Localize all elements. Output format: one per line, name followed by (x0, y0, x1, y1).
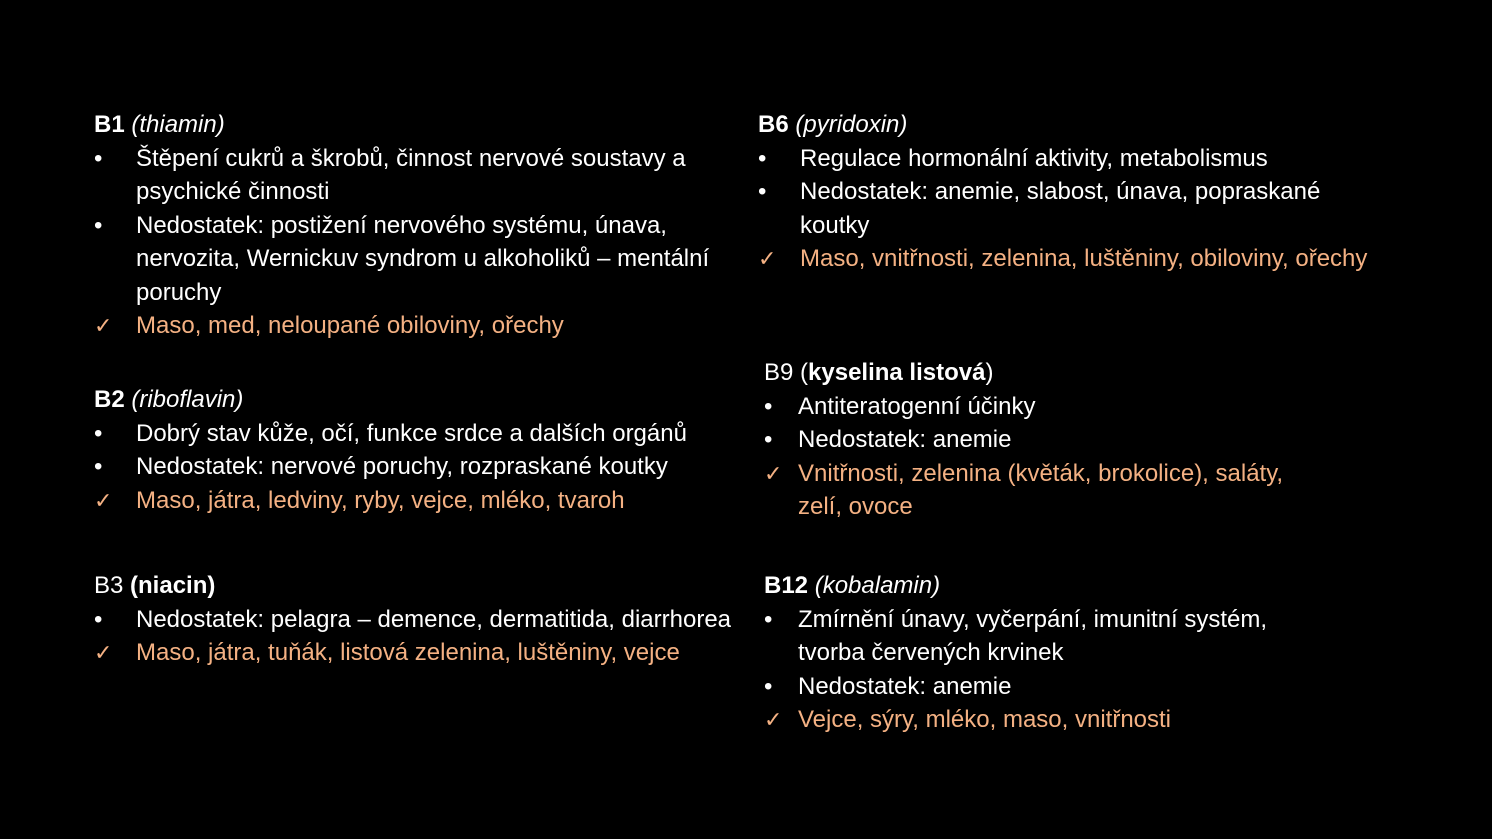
vitamin-name: (thiamin) (131, 111, 225, 138)
vitamin-code: B1 (94, 111, 125, 138)
section-b3 (94, 569, 734, 670)
bullet-icon (764, 670, 798, 704)
section-heading (764, 569, 1324, 603)
paren-open: ( (800, 359, 809, 386)
bullet-icon (758, 175, 792, 209)
list-item (94, 417, 734, 451)
food-sources-text: Vnitřnosti, zelenina (květák, brokolice), saláty, zelí, ovoce (798, 459, 1284, 520)
checkmark-icon: ✓ (764, 460, 783, 486)
section-b2 (94, 383, 734, 517)
checkmark-icon: ✓ (764, 707, 783, 732)
list-item-text: Nedostatek: pelagra – demence, dermatitida, diarrhorea (136, 605, 732, 633)
vitamin-code: B3 (94, 572, 124, 599)
list-item-text: Regulace hormonální aktivity, metabolismus (800, 144, 1268, 172)
section-heading (94, 108, 734, 142)
food-sources-text: Maso, med, neloupané obiloviny, ořechy (136, 312, 564, 339)
list-item-text: Nedostatek: anemie (798, 672, 1012, 700)
checkmark-icon: ✓ (94, 487, 113, 513)
list-item-text: Nedostatek: anemie (798, 426, 1012, 453)
list-item-text: Štěpení cukrů a škrobů, činnost nervové soustavy a psychické činnosti (136, 144, 686, 205)
checkmark-icon: ✓ (94, 640, 113, 665)
food-sources-item (94, 636, 734, 670)
list-item (94, 209, 734, 310)
bullet-icon (94, 209, 128, 243)
list-item-text: Zmírnění únavy, vyčerpání, imunitní systém, tvorba červených krvinek (798, 605, 1268, 666)
list-item (758, 175, 1378, 242)
section-b1 (94, 108, 734, 343)
bullet-icon (94, 450, 128, 484)
section-b6 (758, 108, 1378, 276)
checkmark-icon: ✓ (94, 313, 113, 338)
checkmark-icon: ✓ (758, 246, 777, 271)
food-sources-text: Maso, játra, ledviny, ryby, vejce, mléko, tvaroh (136, 486, 625, 514)
list-item (764, 423, 1324, 457)
bullet-icon (764, 423, 798, 457)
paren-close: ) (985, 359, 994, 386)
food-sources-text: Maso, vnitřnosti, zelenina, luštěniny, obiloviny, ořechy (800, 245, 1368, 272)
list-item (764, 390, 1324, 424)
list-item (94, 450, 734, 484)
list-item-text: Antiteratogenní účinky (798, 392, 1036, 420)
vitamin-name: (riboflavin) (131, 386, 244, 413)
list-item-text: Nedostatek: nervové poruchy, rozpraskané koutky (136, 453, 668, 480)
list-item-text: Dobrý stav kůže, očí, funkce srdce a dalších orgánů (136, 419, 687, 447)
vitamin-name: (niacin) (130, 572, 216, 599)
vitamin-name-wrapper (800, 359, 993, 386)
section-b12 (764, 569, 1324, 737)
section-heading (94, 569, 734, 603)
vitamin-name: (pyridoxin) (795, 111, 908, 138)
list-item (764, 603, 1324, 670)
food-sources-text: Vejce, sýry, mléko, maso, vnitřnosti (798, 706, 1172, 733)
vitamin-code: B9 (764, 359, 794, 386)
list-item (764, 670, 1324, 704)
vitamin-name: (kobalamin) (814, 572, 941, 599)
list-item (94, 603, 734, 637)
food-sources-item (764, 703, 1324, 737)
food-sources-item (94, 309, 734, 343)
bullet-icon (764, 603, 798, 637)
food-sources-item (764, 457, 1324, 524)
bullet-icon (758, 142, 792, 176)
list-item (94, 142, 734, 209)
vitamin-code: B2 (94, 386, 125, 413)
vitamin-name: kyselina listová (808, 359, 986, 386)
food-sources-item (94, 484, 734, 518)
bullet-icon (94, 417, 128, 451)
bullet-icon (764, 390, 798, 424)
section-heading (758, 108, 1378, 142)
section-b9 (764, 356, 1324, 524)
bullet-icon (94, 142, 128, 176)
vitamin-code: B12 (764, 572, 809, 599)
food-sources-item (758, 242, 1378, 276)
food-sources-text: Maso, játra, tuňák, listová zelenina, luštěniny, vejce (136, 639, 680, 666)
section-heading (94, 383, 734, 417)
section-heading (764, 356, 1324, 390)
list-item (758, 142, 1378, 176)
list-item-text: Nedostatek: postižení nervového systému, únava, nervozita, Wernickuv syndrom u alkoholiků – mentální poruchy (136, 211, 710, 306)
list-item-text: Nedostatek: anemie, slabost, únava, popraskané koutky (800, 178, 1321, 239)
vitamin-code: B6 (758, 111, 789, 138)
bullet-icon (94, 603, 128, 637)
